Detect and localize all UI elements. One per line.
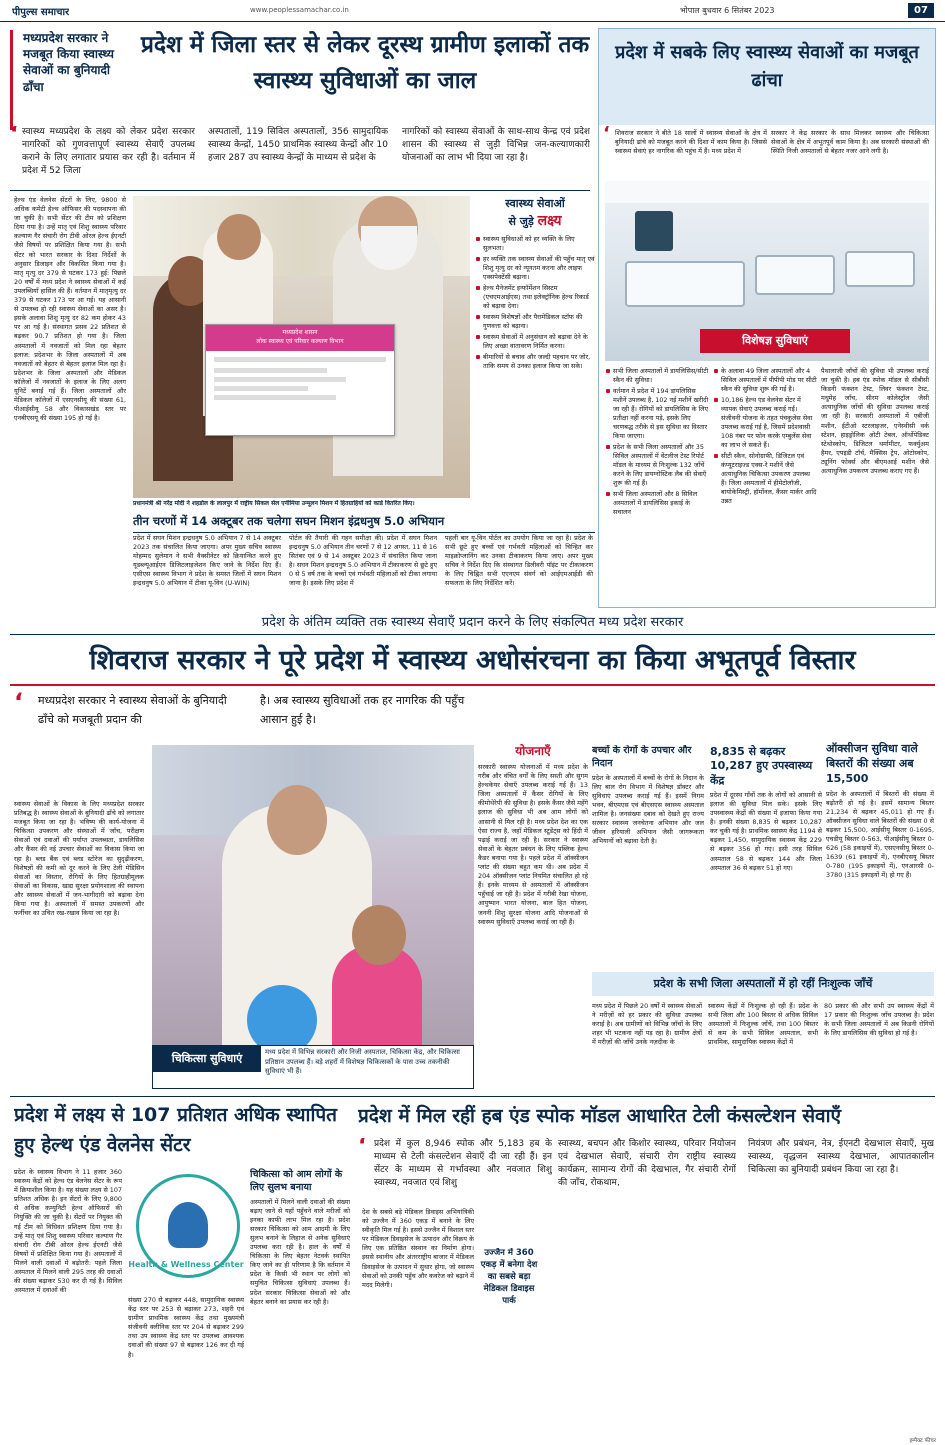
hospital-ward-photo: [605, 181, 929, 361]
sidebar-headline: मध्यप्रदेश सरकार ने मजबूत किया स्वास्थ्य सेवाओं का बुनियादी ढाँचा: [10, 30, 128, 130]
targets-title-2b: लक्ष्य: [537, 213, 562, 229]
right-box-col-3: पैथालाजी जाँचों की सुविधा भी उपलब्ध कराई जा चुकी है। हब एंड स्पोक मॉडल से सीबीसी किडनी फंक्शन टेस्ट, लिवर फंक्शन टेस्ट, मधुमेह जाँच, सीरम कोलेस्ट्रॉल जैसी अत्याधुनिक जाँचों की सुविधा उपलब्ध कराई जा रही है। सरकारी अस्पतालों में एबीजी मशीन, ईटीओ स्टरलाइजर, एनेस्थीसी वर्क स्टेशन, हाइड्रोलिक ओटी टेबल, ऑर्थोपेडिक्ट स्टेथोस्कोप, डिजिटल थर्मामीटर, फर्क्युअम हैमर, एपइडी टॉर्च, मैक्सिस ट्रेप, ओटोस्कोप, ट्यूनिंग फोर्क्स और बीएमआई मशीन जैसे अत्याधुनिक उपकरण उपलब्ध कराए गए हैं।: [821, 367, 929, 476]
target-item: स्वास्थ्य सेवाओं में अनुसंधान को बढ़ावा देने के लिए अच्छा वातावरण निर्मित करना।: [475, 333, 595, 351]
right-box-col-1: [605, 367, 709, 603]
masthead: [0, 0, 945, 22]
telemedicine-title-1: अब मिल रही टेलीमेडिसिन: [832, 1217, 936, 1230]
target-item: हेल्थ मैनेजमेंट इन्फॉर्मेशन सिस्टम (एचएमआईएस) तथा इलेक्ट्रॉनिक हेल्थ रिकार्ड को बढ़ावा देना।: [475, 284, 595, 311]
facility-item: सभी जिला अस्पतालों और 8 सिविल अस्पतालों में डायलिसिस इकाई के सचालन: [605, 490, 709, 517]
intro: [10, 126, 590, 190]
cm-vaccination-photo: [152, 745, 474, 1075]
hwc-text-3: संख्या 270 से बढ़ाकर 448, सामुदायिक स्वास्थ्य केंद्र स्तर पर 253 से बढ़ाकर 273, शहरी एवं ग्रामीण प्राथमिक स्वास्थ्य केंद्र तथा मुख्यमंत्री संजीवनी क्लीनिक स्तर पर 204 से बढ़ाकर 299 तथा उप स्वास्थ्य केंद्र स्तर पर उपलब्ध आवश्यक दवाओं की संख्या 97 से बढ़ाकर 126 कर दी गई है।: [128, 1296, 244, 1359]
person-icon: [168, 1202, 208, 1248]
tele-intro-3: नियंत्रण और प्रबंधन, नेत्र, ईएनटी देखभाल सेवाएँ, मुख स्वास्थ्य, वृद्धजन स्वास्थ्य देखभाल, आपातकालीन चिकित्सा का बुनियादी प्रबंधन किया जा रहा है।: [748, 1139, 934, 1176]
site-url: www.peoplessamachar.co.in: [250, 6, 349, 14]
health-card: [205, 324, 395, 436]
medical-facilities-box: [152, 1045, 474, 1089]
schemes-box: [478, 742, 588, 1092]
quote-mark-icon: ‘: [14, 692, 24, 716]
tele-intro-1: प्रदेश में कुल 8,946 स्पोक और 5,183 हब के माध्यम से टेली कंसल्टेशन सेवाएँ दी जा रही हैं। इन सेंटर के माध्यम से गर्भावस्था और नवजात शिशु स्वास्थ्य, नवजात एवं शिशु: [374, 1139, 552, 1189]
hwc-sub-title: चिकित्सा को आम लोगों के लिए सुलभ बनाया: [250, 1169, 343, 1194]
tele-intro: [358, 1138, 936, 1202]
pull-quote-1: मध्यप्रदेश सरकार ने स्वास्थ्य सेवाओं के बुनियादी ढाँचे को मजबूती प्रदान की: [38, 694, 227, 726]
oxygen-beds-title: ऑक्सीजन सुविधा वाले बिस्तरों की संख्या अब 15,500: [826, 742, 918, 785]
target-item: हर व्यक्ति तक स्वास्थ्य सेवाओं की पहुँच मातृ एवं शिशु मृत्यु दर को न्यूनतम करना और लाइफ एक्सपेक्टेंसी बढ़ाना।: [475, 255, 595, 282]
tele-title: प्रदेश में मिल रहीं हब एंड स्पोक मॉडल आधारित टेली कंसल्टेशन सेवाएँ: [358, 1105, 842, 1127]
right-box-col-2: [713, 367, 817, 603]
imd-section: [133, 514, 595, 600]
hwc-logo-text: Health & Wellness Center: [128, 1260, 244, 1269]
banner-headline: शिवराज सरकार ने पूरे प्रदेश में स्वास्थ्य अधोसंरचना का किया अभूतपूर्व विस्तार: [89, 645, 856, 676]
targets-title-2a: से जुड़े: [508, 215, 538, 228]
subcentre-title: 8,835 से बढ़कर 10,287 हुए उपस्वास्थ्य केंद्र: [710, 745, 813, 787]
target-item: स्वास्थ्य सुविधाओं को हर व्यक्ति के लिए सुलभता।: [475, 235, 595, 253]
subcentre-text: प्रदेश में दूरस्थ गाँवों तक के लोगों को आसानी से इलाज की सुविधा मिल सके। इसके लिए उपस्वास्थ्य केंद्रों की संख्या में इजाफा किया गया है। इनकी संख्या 8,835 से बढ़कर 10,287 कर चुकी गई है। प्राथमिक स्वास्थ्य केंद्र 1194 से बढ़कर 1,450, सामुदायिक स्वास्थ्य केंद्र 229 से बढ़कर 356 हो गए। इसी तरह सिविल अस्पताल 58 से बढ़कर 144 और जिला अस्पताल 36 से बढ़कर 51 हो गए।: [710, 790, 822, 872]
free-tests-box: [592, 972, 934, 1092]
mid-left-text: स्वास्थ्य सेवाओं के विकास के लिए मध्यप्रदेश सरकार प्रतिबद्ध है। स्वास्थ्य सेवाओं के बुनियादी ढाँचे को लगातार मजबूत किया जा रहा है। भविष्य की कार्य-योजना में चिकित्सा उपकरण और संस्थाओं में जाँच, परीक्षण सेवाओं एवं दवाओं की पर्याप्त उपलब्धता, डायलिसिस और कैंसर की नई उपचार सेवाओं का विकास किया जा रहा है। ब्लड बैंक एवं ब्लड स्टोरेज का सुदृढ़ीकरण, विशेषज्ञों की कमी को दूर करने के लिए टेली मेडिसिन सेवाओं का विस्तार, रोगियों के लिए हितग्राहीमूलक सेवाओं का विकास, खाद्य सुरक्षा प्रयोगशाला की स्थापना और स्वास्थ्य सेवाओं में जन-भागीदारी को बढ़ावा देना किया गया है। अस्पतालों में समस्त उपकरणों और फर्नीचर का उचित रख-रखाव किया जा रहा है।: [14, 800, 144, 918]
main-title: प्रदेश में जिला स्तर से लेकर दूरस्थ ग्रामीण इलाकों तक स्वास्थ्य सुविधाओं का जाल: [140, 32, 590, 94]
laptop-screen: [633, 1236, 783, 1376]
telemedicine-heading: [778, 1216, 936, 1256]
right-box-intro-1: शिवराज सरकार ने बीते 18 सालों में स्वास्थ्य सेवाओं के क्षेत्र में बुनियादी ढांचे को मजबूत करने की दिशा में काम किया है। जिससे स्वास्थ्य सेवाएं हर नागरिक की पहुंच में हैं। मध्य प्रदेश में: [615, 129, 767, 156]
pull-quote: [14, 692, 474, 738]
targets-list: [475, 235, 595, 371]
tele-intro-2: स्वास्थ्य, बचपन और किशोर स्वास्थ्य, परिवार नियोजन एवं देखभाल सेवाएँ, संचारी रोग राष्ट्रीय स्वास्थ्य कार्यक्रम, सामान्य रोगों की देखभाल, गैर संचारी रोगों की जाँच, रोकथाम,: [558, 1139, 736, 1189]
facility-item: सभी जिला अस्पतालों में डायलिसिस/सीटी स्कैन की सुविधा।: [605, 367, 709, 385]
quote-mark-icon: ‘: [358, 1138, 367, 1159]
card-head-1: मध्यप्रदेश शासन: [282, 329, 318, 336]
subcentre-box: [710, 745, 822, 965]
brand-name: पीपुल्स समाचार: [12, 7, 70, 18]
target-item: बीमारियों से बचाव और जल्दी पहचान पर जोर, ताकि समय से उनका इलाज किया जा सके।: [475, 353, 595, 371]
hwc-access-box: [250, 1168, 350, 1436]
free-tests-col-3: 80 प्रकार की और सभी उप स्वास्थ्य केंद्रों में 17 प्रकार की निःशुल्क जाँच उपलब्ध है। प्रदेश के सभी जिला अस्पतालों में अब किडनी रोगियों के लिए डायलिसिस की सुविधा हो गई है।: [824, 1002, 934, 1038]
oxygen-beds-box: [826, 742, 934, 972]
quote-mark-icon: ‘: [603, 123, 610, 144]
medical-facilities-tag: चिकित्सा सुविधाएं: [153, 1046, 261, 1072]
telemedicine-title-2b: विशेषज्ञ सुविधा: [868, 1234, 936, 1249]
telemedicine-photo: [478, 1206, 936, 1438]
child-disease-text: प्रदेश के अस्पतालों में बच्चों के रोगों के निदान के लिए बाल रोग विभाग में विशेषज्ञ डॉक्टर और सुविधाएं उपलब्ध कराई गई हैं। इसमें निगम भवन, बीएमएस एवं बीएसएस स्वास्थ्य अस्पताल शामिल है। जनसंख्या दबाव को देखते हुए राज्य सरकार स्वास्थ्य जनचेतना अभियान और जल जीवन हरियाली अभियान जैसी जागरूकता अभियानों को बढ़ावा देती है।: [592, 773, 704, 846]
target-item: स्वास्थ्य विशेषज्ञों और पैरामेडिकल स्टॉफ की गुणवत्ता को बढ़ाना।: [475, 313, 595, 331]
special-facilities-tag: विशेषज्ञ सुविधाएं: [700, 329, 850, 353]
imd-col-2: पोर्टल की तैयारी की गहन समीक्षा की। प्रदेश में सघन मिशन इन्द्रधनुष 5.0 अभियान तीन चरणों 7 से 12 अगस्त, 11 से 16 सितंबर एवं 9 से 14 अक्टूबर 2023 में संचालित किया जाना है। सघन मिशन इन्द्रधनुष 5.0 अभियान में टीकाकरण से छूटे हुए 0 से 5 वर्ष तक के बच्चों एवं गर्भवती महिलाओं को टीका लगाया जाना है। इसके लिए प्रदेश में: [289, 534, 437, 588]
facility-item: के अलावा 49 जिला अस्पतालों और 4 सिविल अस्पतालों में पीपीपी मोड पर सीटी स्कैन की सुविधा शुरू की गई है।: [713, 367, 817, 394]
imd-col-3: पहली बार यू-विन पोर्टल का उपयोग किया जा रहा है। प्रदेश के सभी छूटे हुए बच्चों एवं गर्भवती महिलाओं को चिन्हित कर माइक्रोप्लानिंग कर उनका टीकाकरण किया जाए। अपर मुख्य सचिव ने निर्देश दिए कि संस्थागत डिलीवरी पॉइंट पर टीकाकरण के लिए चिह्नित सभी एएनएम संवर्ग को आईएमआईडी की सफलता के लिए निर्देशित करें।: [445, 534, 593, 588]
free-tests-title: प्रदेश के सभी जिला अस्पतालों में हो रहीं निःशुल्क जाँचें: [592, 972, 934, 996]
impact-feature-label: इम्पैक्ट फीचर: [909, 1438, 936, 1444]
pm-event-photo: [133, 196, 470, 498]
quote-mark-icon: ‘: [10, 126, 19, 147]
hwc-logo: [128, 1168, 244, 1286]
child-disease-title: बच्चों के रोगों के उपचार और निदान: [592, 745, 692, 769]
hwc-text-1: प्रदेश के स्वास्थ्य विभाग ने 11 हजार 360 स्वास्थ्य केंद्रों को हेल्थ एंड वेलनेस सेंटर के रूप में क्रियाशील किया है। यह संख्या लक्ष्य से 107 प्रतिशत अधिक है। इन सेंटरों के लिए 9,800 से अधिक कम्युनिटी हेल्थ ऑफिसरों की नियुक्ति की जा चुकी है। सेंटरों पर नियुक्त की गई टीम को विधिवत प्रशिक्षण दिया गया है। उन्हें मातृ एवं शिशु स्वास्थ्य परिवार कल्याण गैर संचारी रोग टीबी ओरल हेल्थ ईएनटी जैसे विषयों में प्रशिक्षित किया गया है। अस्पतालों में मिलने वाली दवाओं में बढ़ोतरी: पहले जिला अस्पताल में मिलने वाली 295 तरह की दवाओं की संख्या बढ़ाकर 530 कर दी गई है। सिविल अस्पताल में दवाओं की: [14, 1168, 122, 1295]
device-park-box: उज्जैन में 360 एकड़ में बनेगा देश का सबसे बड़ा मेडिकल डिवाइस पार्क: [478, 1248, 540, 1332]
intro-col-3: नागरिकों को स्वास्थ्य सेवाओं के साथ-साथ केन्द्र एवं प्रदेश शासन की स्वास्थ्य से जुड़ी विभिन्न जन-कल्याणकारी योजनाओं का लाभ भी दिया जा रहा है।: [402, 127, 590, 164]
dateline: भोपाल बुधवार 6 सितंबर 2023: [680, 6, 775, 15]
pull-quote-2: है। अब स्वास्थ्य सुविधाओं तक हर नागरिक की पहुँच आसान हुई है।: [260, 694, 465, 726]
left-column-text: हेल्थ एंड वेलनेस सेंटरों के लिए, 9800 से अधिक कमेटी हेल्थ ऑफिसर की पदस्थापना की जा चुकी है। सभी सेंटर की टीम को प्रशिक्षण दिया गया है। उन्हें मातृ एवं शिशु स्वास्थ्य परिवार कल्याण गैर संचारी रोग टीवी ओरल हेल्थ ईएनटी जैसे विषयों पर प्रशिक्षित किया गया है। सभी सेंटर को भारत सरकार के दिशा निर्देशों के अनुसार डिजाइन और विकसित किया गया है। मातृ मृत्यु दर 379 से घटकर 173 हुई: पिछले 20 वर्षों में मध्य प्रदेश ने स्वास्थ्य सेवाओं में कई उपलब्धियाँ हासिल की हैं। वर्तमान में मातृमृत्यु दर 379 से घटकर 173 पर आ गई। यह आसानी से उपलब्ध हो रही स्वास्थ्य सेवाओं का असर है। इसके अलावा शिशु मृत्यु दर 82 कम होकर 43 पर आ गई है। संस्थागत प्रसव 22 प्रतिशत से बढ़कर 90.7 प्रतिशत हो गया है। जिला अस्पतालों में नवजातों को मिल रहा बेहतर इलाज: प्रदेशभर के जिला अस्पतालों में अब नवजातों को बेहतर से बेहतर इलाज मिल रहा है। प्रदेशभर के जिला अस्पतालों और मेडिकल कॉलेजों में नवजातों के इलाज के लिए अलग यूनिटें बनाई गई हैं। जिला अस्पतालों और मेडिकल कॉलेजों में एसएनसीयू की संख्या 61, पीआईसीयू 58 और विकासखंड स्तर पर एनबीएसयू की संख्या 195 हो गई है।: [14, 196, 126, 423]
photo-caption: प्रधानमंत्री श्री नरेंद्र मोदी ने शहडोल के लालपुर में राष्ट्रीय सिकल सेल एनीमिया उन्मूलन मिशन में हितग्राहियों को कार्ड वितरित किए।: [133, 500, 415, 507]
imd-title: तीन चरणों में 14 अक्टूबर तक चलेगा सघन मिशन इंद्रधनुष 5.0 अभियान: [133, 514, 595, 533]
right-box-title: प्रदेश में सबके लिए स्वास्थ्य सेवाओं का मजबूत ढांचा: [599, 29, 935, 125]
facility-item: प्रदेश के सभी जिला अस्पतालों और 35 सिविल अस्पतालों में वेंटलीज टेस्ट रिपोर्ट मॉडल के माध्यम से निःशुल्क 132 जाँचें करने के लिए डायग्नोस्टिक लैब की सेवाएँ शुरू की गई हैं।: [605, 443, 709, 488]
right-box-intro-2: सरकार ने केंद्र सरकार के साथ मिलकर स्वास्थ्य और चिकित्सा सेवाओं के क्षेत्र में अभूतपूर्व काम किया है। अब सरकारी संस्थाओं की स्थिति निजी अस्पतालों से बेहतर नजर आने लगी है।: [771, 129, 929, 156]
telemedicine-title-2a: की: [853, 1235, 869, 1248]
child-disease-box: [592, 745, 704, 965]
schemes-title: योजनाएँ: [515, 744, 551, 758]
imd-col-1: प्रदेश में सघन मिशन इन्द्रधनुष 5.0 अभियान 7 से 14 अक्टूबर 2023 तक संचालित किया जाएगा। अपर मुख्य सचिव स्वास्थ्य मोहम्मद सुलेमान ने सभी वैक्सीनेटर को क्रियान्वित करने हुए यूडब्ल्यूआईएन डिजिटलाइजेशन किए जाने के निर्देश दिए हैं। एसीएस स्वास्थ्य विभाग ने प्रदेश के समस्त जिलों में सघन मिशन इन्द्रधनुष 5.0 अभियान में टीका यू-विन (U-WIN): [133, 534, 281, 588]
targets-box: [475, 196, 595, 496]
facility-item: सीटी स्कैन, सोनोग्राफी, डिजिटल एवं कंप्यूटराइज्ड एक्स-रे मशीनें जैसे अत्याधुनिक चिकित्सा उपकरण उपलब्ध हैं। जिला अस्पतालों में हीमेटोलॉजी, बायोकेमिस्ट्री, हॉर्मोनल, कैंसर मार्कर आदि उन्नत: [713, 452, 817, 506]
free-tests-col-1: मध्य प्रदेश में पिछले 20 वर्षों में स्वास्थ्य सेवाओं ने मरीज़ों को हर प्रकार की सुविधा उपलब्ध कराई है। अब ग्रामीणों को विभिन्न जाँचों के लिए शहर भी भटकना नहीं पड़ रहा है। ग्रामीण क्षेत्रों में मरीज़ों की जाँचें उनके नज़दीक के: [592, 1002, 702, 1047]
telemedicine-text: टेलीमेडिसिन के साथ स्वास्थ्य सेवाओं को प्रदान करना एक नवीनतम तकनीकी उपाय है, जो दूरस्थ संपर्क के माध्यम से चिकित्सा देने की सुविधा प्रदान करता है। इससे रोगियों को चिकित्सा सलाह, निदान और उपचार उपलब्ध कराने में मदद मिलती है। खासकर ऐसे स्थानों पर जहाँ पहुँचना मुश्किल होता है। हब एंड स्पोक मॉडल पर आधारित टेलीमेडिसिन की सुविधा इसमें सहायक है।: [826, 1266, 934, 1347]
right-infra-box: [598, 28, 936, 608]
kicker: प्रदेश के अंतिम व्यक्ति तक स्वास्थ्य सेवाएँ प्रदान करने के लिए संकल्पित मध्य प्रदेश सरकार: [261, 615, 684, 630]
oxygen-beds-text: प्रदेश के अस्पतालों में बिस्तरों की संख्या में बढ़ोतरी हो गई है। इसमें सामान्य बिस्तर 21,234 से बढ़कर 45,011 हो गए हैं। ऑक्सीजन सुविधा वाले बिस्तरों की संख्या 0 से बढ़कर 15,500, आईसीयू बिस्तर 0-1695, एचडीयू बिस्तर 0-563, पीआईसीयू बिस्तर 0-626 (58 इकाइयों में), एसएनसीयू बिस्तर 0-1639 (61 इकाइयों में), एनबीएसयू बिस्तर 0-780 (195 इकाइयों में), एनआरसी 0-3780 (315 इकाइयों में) हो गए हैं।: [826, 789, 934, 880]
facility-item: वर्तमान में प्रदेश में 194 डायलिसिस मशीनें उपलब्ध है, 102 नई मशीनें खरीदी जा रही हैं। रोगियों को डायलिसिस के लिए प्रतीक्षा नहीं करना पड़े, इसके लिए चरणबद्ध तरीके से इस सुविधा का विस्तार किया जाएगा।: [605, 387, 709, 441]
facility-item: 10,186 हेल्थ एंड वेलनेस सेंटर में व्यापक सेवाएं उपलब्ध कराई गईं। संजीवनी योजना के तहत पंचकुलेस सेवा उपलब्ध कराई गई है, जिसमें प्रदेशवासी 108 नंबर पर फोन करके एम्बुलेंस सेवा का लाभ ले सकते हैं।: [713, 396, 817, 450]
card-header: [206, 325, 394, 351]
intro-col-2: अस्पतालों, 119 सिविल अस्पतालों, 356 सामुदायिक स्वास्थ्य केन्द्रों, 1450 प्राथमिक स्वास्थ्य केन्द्रों और 10 हजार 287 उप स्वास्थ्य केन्द्रों के माध्यम से प्रदेश के: [208, 127, 388, 164]
free-tests-col-2: स्वास्थ्य केंद्रों में निःशुल्क हो रही हैं। प्रदेश के सभी जिला और 100 बिस्तर से अधिक सिविल अस्पतालों में निःशुल्क जाँचें, तथा 100 बिस्तर से कम के सभी सिविल अस्पताल, सभी प्राथमिक, सामुदायिक स्वास्थ्य केंद्रों में: [708, 1002, 818, 1047]
page-number: 07: [908, 3, 934, 18]
hwc-title: प्रदेश में लक्ष्य से 107 प्रतिशत अधिक स्थापित हुए हेल्थ एंड वेलनेस सेंटर: [14, 1104, 337, 1157]
intro-col-1: स्वास्थ्य मध्यप्रदेश के लक्ष्य को लेकर प्रदेश सरकार नागरिकों को गुणवत्तापूर्ण स्वास्थ्य सेवाएँ उपलब्ध कराने के लिए लगातार प्रयास कर रही है। वर्तमान में प्रदेश में 52 जिला: [22, 127, 195, 177]
targets-title-1: स्वास्थ्य सेवाओं: [505, 197, 565, 210]
medical-facilities-text: मध्य प्रदेश में विभिन्न सरकारी और निजी अस्पताल, चिकित्सा केंद्र, और चिकित्सा प्रतिष्ठान उपलब्ध हैं। बड़े शहरों में विशेषज्ञ चिकित्सकों के पास उच्च तकनीकी सुविधाएं भी हैं।: [265, 1048, 460, 1076]
hwc-text-2: अस्पतालों में मिलने वाली दवाओं की संख्या बढ़ाए जाने से यहाँ पहुँचने वाले मरीजों को इनका काफी लाभ मिल रहा है। प्रदेश सरकार चिकित्सा को आम आदमी के लिए सुलभ बनाने के लिहाज से अनेक सुविधाएं उपलब्ध करा रही है। हाल के वर्षों में चिकित्सा के लिए बेहतर नेटवर्क स्थापित किए जाने का ही परिणाम है कि वर्तमान में प्रदेश के किसी भी स्थान पर लोगों को समुचित चिकित्सा सुविधाएं उपलब्ध हैं। प्रदेश सरकार चिकित्सा सेवाओं को और बेहतर बनाने का प्रयास कर रही है।: [250, 1197, 350, 1306]
device-park-text: देश के सबसे बड़े मेडिकल डिवाइस अभियांत्रिकी को उज्जैन में 360 एकड़ में बनाने के लिए स्वीकृति मिल गई है। इससे उज्जैन में विशाल स्तर पर मेडिकल डिवाइसेज के उत्पादन और विक्रय के लिए एक प्रतिष्ठित संस्थान का निर्माण होगा। इससे स्थानीय और अंतरराष्ट्रीय बाजार में मेडिकल डिवाइसेज के उत्पादन में सुधार होगा, जो स्वास्थ्य सेवाओं को उनकी पहुँच और कवरेज को बढ़ाने में मदद मिलेगी।: [362, 1208, 474, 1289]
card-head-2: लोक स्वास्थ्य एवं परिवार कल्याण विभाग: [256, 338, 344, 345]
schemes-text: सरकारी स्वास्थ्य योजनाओं में मध्य प्रदेश के गरीब और वंचित वर्गों के लिए सस्ती और सुगम हेल्थकेयर सेवाएँ उपलब्ध कराई गई हैं। 13 जिला अस्पतालों में कैंसर रोगियों के लिए कीमोथेरेपी की सुविधा है। इसके कैंसर जैसे महँगे इलाज की सुविधा भी अब आम लोगों को आसानी से मिल रही है। मध्य प्रदेश देश का एक ऐसा राज्य है, जहाँ मेडिकल स्टूडेंट्स को हिंदी में पढ़ाई कराई जा रही है। सरकार ने स्वास्थ्य सेवाओं के बेहतर प्रबंधन के लिए पब्लिक हेल्थ कैडर बनाया गया है। पहले प्रदेश में ऑक्सीजन प्लांट की संख्या बहुत कम थी। अब प्रदेश में 204 ऑक्सीजन प्लांट नियमित संचालित हो रहे हैं। इनके माध्यम से अस्पतालों में ऑक्सीजन पहुँचाई जा रही है। प्रदेश में गरीबी रेखा योजना, आयुष्मान भारत योजना, बाल हित योजना, जननी शिशु सुरक्षा योजना आदि योजनाओं से स्वास्थ्य सुविधाएँ उपलब्ध कराई जा रही हैं।: [478, 763, 588, 926]
